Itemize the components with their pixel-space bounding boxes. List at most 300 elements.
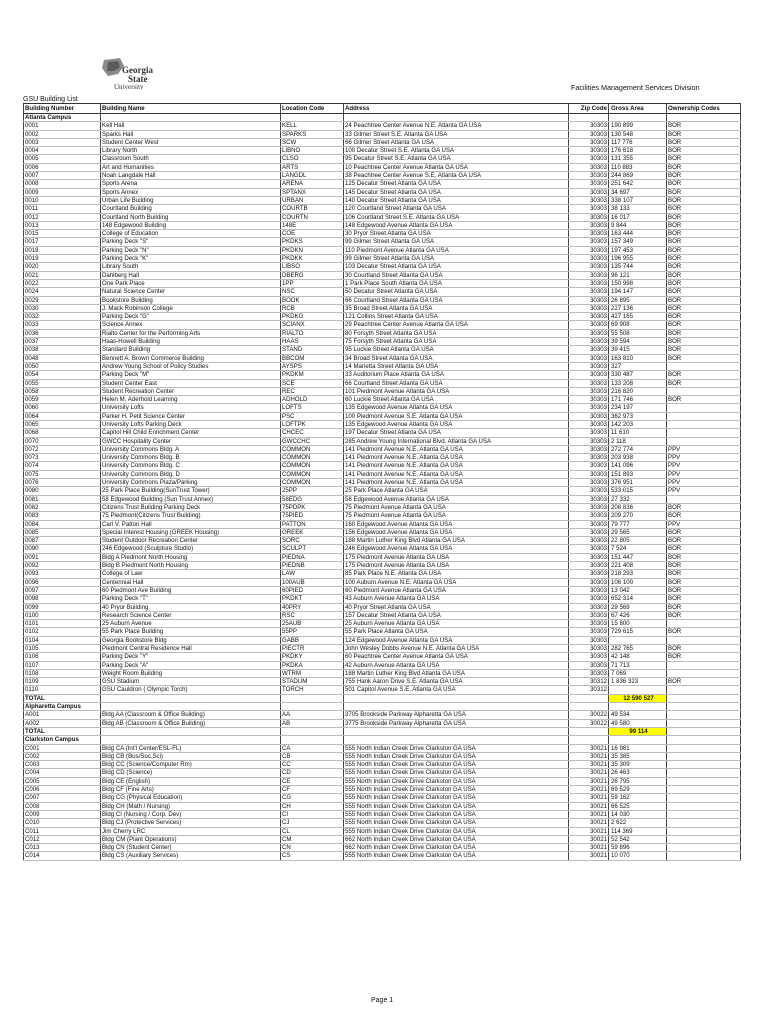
table-row xyxy=(24,205,741,213)
table-cell: 30312 xyxy=(569,678,609,686)
table-cell: 163 810 xyxy=(609,354,667,362)
table-cell: CB xyxy=(281,752,344,760)
table-cell: 101 Piedmont Avenue Atlanta GA USA xyxy=(344,387,569,395)
table-cell: 0106 xyxy=(24,653,101,661)
table-cell: 59 896 xyxy=(609,844,667,852)
table-row xyxy=(24,246,741,254)
table-row xyxy=(24,379,741,387)
table-cell: 0070 xyxy=(24,437,101,445)
table-cell: 71 713 xyxy=(609,661,667,669)
table-cell: BOR xyxy=(667,396,741,404)
empty-cell xyxy=(569,727,609,735)
table-cell: Classroom South xyxy=(101,155,281,163)
table-row xyxy=(24,786,741,794)
table-row xyxy=(24,180,741,188)
table-row xyxy=(24,321,741,329)
empty-cell xyxy=(344,703,569,711)
table-cell xyxy=(667,777,741,785)
table-cell: BOR xyxy=(667,512,741,520)
table-cell: 30303 xyxy=(569,611,609,619)
table-cell: BOR xyxy=(667,271,741,279)
table-cell: BOR xyxy=(667,213,741,221)
table-cell: 25 Auburn Avenue Atlanta GA USA xyxy=(344,620,569,628)
table-row xyxy=(24,827,741,835)
table-cell: 30303 xyxy=(569,379,609,387)
table-cell: John Wesley Dobbs Avenue N.E. Atlanta GA USA xyxy=(344,645,569,653)
table-cell: RSC xyxy=(281,611,344,619)
table-cell: 30303 xyxy=(569,172,609,180)
table-cell: 69 908 xyxy=(609,321,667,329)
table-cell: C011 xyxy=(24,827,101,835)
table-cell: CN xyxy=(281,844,344,852)
table-cell: 0090 xyxy=(24,545,101,553)
table-cell: 30021 xyxy=(569,761,609,769)
table-cell: PSC xyxy=(281,412,344,420)
table-cell: PKDKY xyxy=(281,653,344,661)
table-cell: 25AUB xyxy=(281,620,344,628)
table-cell: Research Science Center xyxy=(101,611,281,619)
table-cell: 30303 xyxy=(569,520,609,528)
table-row xyxy=(24,396,741,404)
table-cell: 29 569 xyxy=(609,603,667,611)
table-cell: 99 Gilmer Street Atlanta GA USA xyxy=(344,255,569,263)
table-cell: 30303 xyxy=(569,279,609,287)
table-cell: 39 415 xyxy=(609,346,667,354)
table-cell: 0054 xyxy=(24,371,101,379)
table-cell: 30303 xyxy=(569,329,609,337)
table-cell: 67 426 xyxy=(609,611,667,619)
table-cell: 30303 xyxy=(569,196,609,204)
table-row xyxy=(24,810,741,818)
table-cell: 35 309 xyxy=(609,761,667,769)
table-cell: BOR xyxy=(667,628,741,636)
table-cell xyxy=(667,620,741,628)
table-cell: BOR xyxy=(667,238,741,246)
table-cell: Bldg CG (Physical Education) xyxy=(101,794,281,802)
table-cell: 30303 xyxy=(569,578,609,586)
table-cell: 34 Broad Street Atlanta GA USA xyxy=(344,354,569,362)
table-cell: 0050 xyxy=(24,362,101,370)
table-row xyxy=(24,586,741,594)
table-cell: 30303 xyxy=(569,545,609,553)
table-cell: A001 xyxy=(24,711,101,719)
table-cell: 75PDPK xyxy=(281,503,344,511)
table-cell: C009 xyxy=(24,810,101,818)
table-cell: 2 622 xyxy=(609,819,667,827)
table-cell: 75 Piedmont Avenue Atlanta GA USA xyxy=(344,503,569,511)
table-cell: 30303 xyxy=(569,246,609,254)
table-cell: PKDKA xyxy=(281,661,344,669)
table-cell: 11 610 xyxy=(609,429,667,437)
table-cell: University Commons Bldg. A xyxy=(101,445,281,453)
table-cell: 2 118 xyxy=(609,437,667,445)
table-cell: 30303 xyxy=(569,180,609,188)
svg-text:State: State xyxy=(128,74,148,84)
table-cell: 0018 xyxy=(24,246,101,254)
table-cell: BOR xyxy=(667,279,741,287)
table-cell: University Commons Bldg. C xyxy=(101,462,281,470)
table-cell: Student Recreation Center xyxy=(101,387,281,395)
table-cell: 0093 xyxy=(24,570,101,578)
table-cell xyxy=(667,835,741,843)
table-cell xyxy=(667,404,741,412)
table-cell: Sparks Hall xyxy=(101,130,281,138)
table-cell: 52 542 xyxy=(609,835,667,843)
table-cell: BOR xyxy=(667,263,741,271)
table-cell: 141 Piedmont Avenue N.E. Atlanta GA USA xyxy=(344,454,569,462)
table-cell: COE xyxy=(281,230,344,238)
table-cell: 30303 xyxy=(569,669,609,677)
table-row xyxy=(24,844,741,852)
table-cell: 106 Courtland Street S.E. Atlanta GA USA xyxy=(344,213,569,221)
table-cell: LOFTPK xyxy=(281,420,344,428)
empty-cell xyxy=(101,703,281,711)
table-cell: 0029 xyxy=(24,296,101,304)
empty-cell xyxy=(101,694,281,702)
table-cell: Bldg CH (Math / Nursing) xyxy=(101,802,281,810)
table-cell: 30021 xyxy=(569,744,609,752)
table-cell xyxy=(609,686,667,694)
table-cell: 30 Pryor Street Atlanta GA USA xyxy=(344,230,569,238)
empty-cell xyxy=(667,727,741,735)
table-cell: 652 314 xyxy=(609,595,667,603)
empty-cell xyxy=(667,694,741,702)
table-cell: Urban Life Building xyxy=(101,196,281,204)
table-cell: 0007 xyxy=(24,172,101,180)
table-row xyxy=(24,188,741,196)
table-cell: C005 xyxy=(24,777,101,785)
table-cell: Courtland North Building xyxy=(101,213,281,221)
table-cell: 0064 xyxy=(24,412,101,420)
table-row xyxy=(24,802,741,810)
building-table xyxy=(23,103,741,861)
table-cell: 0092 xyxy=(24,562,101,570)
table-row xyxy=(24,636,741,644)
table-cell: CL xyxy=(281,827,344,835)
table-cell: 95 Luckie Street Atlanta GA USA xyxy=(344,346,569,354)
table-cell: Art and Humanities xyxy=(101,163,281,171)
column-header: Address xyxy=(344,104,569,114)
table-row xyxy=(24,271,741,279)
table-cell: 85 Park Place N.E. Atlanta GA USA xyxy=(344,570,569,578)
table-cell: 163 444 xyxy=(609,230,667,238)
table-row xyxy=(24,313,741,321)
table-cell: Capitol Hill Child Enrichment Center xyxy=(101,429,281,437)
table-cell: 272 774 xyxy=(609,445,667,453)
table-cell: SCIANX xyxy=(281,321,344,329)
table-cell: 59 162 xyxy=(609,794,667,802)
table-cell: 1 836 323 xyxy=(609,678,667,686)
table-cell: GWCCHC xyxy=(281,437,344,445)
table-cell: 188 Martin Luther King Blvd Atlanta GA USA xyxy=(344,669,569,677)
table-cell: Bldg AA (Classroom & Office Building) xyxy=(101,711,281,719)
table-cell: 38 Peachtree Center Avenue S.E. Atlanta GA USA xyxy=(344,172,569,180)
table-cell: HAAS xyxy=(281,338,344,346)
table-cell: 209 270 xyxy=(609,512,667,520)
table-cell: 121 Collins Street Atlanta GA USA xyxy=(344,313,569,321)
table-cell: 0058 xyxy=(24,387,101,395)
table-cell: RIALTO xyxy=(281,329,344,337)
table-cell: 30303 xyxy=(569,454,609,462)
table-cell: 30303 xyxy=(569,387,609,395)
column-header: Zip Code xyxy=(569,104,609,114)
table-cell: CC xyxy=(281,761,344,769)
table-cell: 60 Piedmont Ave Building xyxy=(101,586,281,594)
table-cell: WTRM xyxy=(281,669,344,677)
table-cell: 30021 xyxy=(569,752,609,760)
table-cell xyxy=(667,437,741,445)
table-cell: 30303 xyxy=(569,362,609,370)
table-cell: 30022 xyxy=(569,719,609,727)
table-cell: 244 869 xyxy=(609,172,667,180)
table-cell: 9 844 xyxy=(609,221,667,229)
table-cell: SORC xyxy=(281,537,344,545)
table-cell: 55 508 xyxy=(609,329,667,337)
table-cell: 0082 xyxy=(24,503,101,511)
table-cell: 196 955 xyxy=(609,255,667,263)
table-cell: Library North xyxy=(101,147,281,155)
table-cell: 130 548 xyxy=(609,130,667,138)
table-cell: 99 Gilmer Street Atlanta GA USA xyxy=(344,238,569,246)
empty-cell xyxy=(344,727,569,735)
table-cell: C004 xyxy=(24,769,101,777)
column-header: Building Name xyxy=(101,104,281,114)
table-cell: Bldg CM (Plant Operations) xyxy=(101,835,281,843)
table-cell: 0036 xyxy=(24,329,101,337)
table-cell: BOR xyxy=(667,611,741,619)
table-cell: Bldg CN (Student Center) xyxy=(101,844,281,852)
table-cell: 175 Piedmont Avenue Atlanta GA USA xyxy=(344,553,569,561)
table-cell: BOR xyxy=(667,172,741,180)
table-cell: 30021 xyxy=(569,819,609,827)
table-cell: Sports Annex xyxy=(101,188,281,196)
table-cell: PPV xyxy=(667,479,741,487)
table-cell: 24 Peachtree Center Avenue N.E. Atlanta GA USA xyxy=(344,122,569,130)
table-cell: 251 642 xyxy=(609,180,667,188)
table-cell: 533 015 xyxy=(609,487,667,495)
table-row xyxy=(24,769,741,777)
table-cell: Library South xyxy=(101,263,281,271)
table-cell: 16 981 xyxy=(609,744,667,752)
table-cell: Parking Deck "A" xyxy=(101,661,281,669)
table-cell: 30303 xyxy=(569,636,609,644)
table-cell: 30303 xyxy=(569,645,609,653)
table-cell: 30303 xyxy=(569,487,609,495)
table-cell: 30312 xyxy=(569,686,609,694)
table-cell: GWCC Hospitality Center xyxy=(101,437,281,445)
table-cell: 10 070 xyxy=(609,852,667,860)
table-cell: 285 Andrew Young International Blvd. Atlanta GA USA xyxy=(344,437,569,445)
table-cell: 194 147 xyxy=(609,288,667,296)
table-cell: 0097 xyxy=(24,586,101,594)
table-cell: LIBNO xyxy=(281,147,344,155)
table-cell: 55 Park Place Building xyxy=(101,628,281,636)
table-cell: PIEDNA xyxy=(281,553,344,561)
table-cell: 30303 xyxy=(569,122,609,130)
table-cell: 0002 xyxy=(24,130,101,138)
table-cell: 662 North Indian Creek Drive Clarkston GA USA xyxy=(344,835,569,843)
table-cell: 133 208 xyxy=(609,379,667,387)
table-cell: 30021 xyxy=(569,810,609,818)
table-cell: PPV xyxy=(667,487,741,495)
table-cell: RCB xyxy=(281,304,344,312)
table-cell: 30303 xyxy=(569,396,609,404)
section-header-row xyxy=(24,736,741,744)
table-row xyxy=(24,263,741,271)
table-cell: Student Outdoor Recreation Center xyxy=(101,537,281,545)
table-cell: 15 800 xyxy=(609,620,667,628)
table-cell: C008 xyxy=(24,802,101,810)
table-cell: 30303 xyxy=(569,304,609,312)
table-cell: 327 xyxy=(609,362,667,370)
table-cell: 30303 xyxy=(569,586,609,594)
table-cell: SCULPT xyxy=(281,545,344,553)
table-cell: Carl V. Patton Hall xyxy=(101,520,281,528)
table-cell: 0032 xyxy=(24,313,101,321)
table-cell: 0021 xyxy=(24,271,101,279)
table-cell: BOR xyxy=(667,595,741,603)
total-row xyxy=(24,694,741,702)
table-cell: 0098 xyxy=(24,595,101,603)
table-cell: 0038 xyxy=(24,346,101,354)
table-cell: BOR xyxy=(667,570,741,578)
table-row xyxy=(24,163,741,171)
table-cell: 30021 xyxy=(569,802,609,810)
table-cell: C014 xyxy=(24,852,101,860)
table-cell: 729 615 xyxy=(609,628,667,636)
table-cell: 0059 xyxy=(24,396,101,404)
table-cell: 0110 xyxy=(24,686,101,694)
table-header xyxy=(24,104,741,114)
table-cell: 0024 xyxy=(24,288,101,296)
table-cell: 0076 xyxy=(24,479,101,487)
table-cell: Bldg CA (Int'l Center/ESL-FL) xyxy=(101,744,281,752)
table-cell: 110 883 xyxy=(609,163,667,171)
table-cell xyxy=(667,810,741,818)
table-row xyxy=(24,230,741,238)
table-cell: 0102 xyxy=(24,628,101,636)
table-cell: 13 042 xyxy=(609,586,667,594)
table-cell: 3705 Brookside Parkway Alpharetta GA USA xyxy=(344,711,569,719)
empty-cell xyxy=(569,114,609,122)
table-cell: BOR xyxy=(667,188,741,196)
table-cell: BOR xyxy=(667,528,741,536)
table-cell: BOR xyxy=(667,329,741,337)
table-cell xyxy=(667,802,741,810)
table-row xyxy=(24,819,741,827)
table-cell: BOR xyxy=(667,163,741,171)
table-cell: 190 899 xyxy=(609,122,667,130)
table-cell: Bldg CD (Science) xyxy=(101,769,281,777)
table-cell: C001 xyxy=(24,744,101,752)
section-header-row xyxy=(24,703,741,711)
table-cell xyxy=(667,744,741,752)
table-cell: J. Mack Robinson College xyxy=(101,304,281,312)
table-cell: 40 Pryor Building xyxy=(101,603,281,611)
table-cell: 26 795 xyxy=(609,777,667,785)
table-cell: 0109 xyxy=(24,678,101,686)
table-cell: 218 293 xyxy=(609,570,667,578)
table-cell: Bldg A Piedmont North Housing xyxy=(101,553,281,561)
table-cell: Weight Room Building xyxy=(101,669,281,677)
table-cell: BOR xyxy=(667,138,741,146)
table-cell: 141 Piedmont Avenue N.E. Atlanta GA USA xyxy=(344,479,569,487)
table-cell: Georgia Bookstore Bldg xyxy=(101,636,281,644)
table-cell: ADHOLD xyxy=(281,396,344,404)
table-cell: 0015 xyxy=(24,230,101,238)
table-cell: 555 North Indian Creek Drive Clarkston GA USA xyxy=(344,786,569,794)
table-cell: 376 951 xyxy=(609,479,667,487)
table-cell: 0001 xyxy=(24,122,101,130)
table-cell: 555 North Indian Creek Drive Clarkston GA USA xyxy=(344,794,569,802)
table-cell: 0072 xyxy=(24,445,101,453)
table-cell: 203 938 xyxy=(609,454,667,462)
table-cell: 176 618 xyxy=(609,147,667,155)
table-cell xyxy=(667,794,741,802)
table-cell: Dahlberg Hall xyxy=(101,271,281,279)
table-cell: Parking Deck "K" xyxy=(101,255,281,263)
empty-cell xyxy=(281,736,344,744)
table-cell: 49 534 xyxy=(609,711,667,719)
table-cell: 69 529 xyxy=(609,786,667,794)
table-cell: Bldg CS (Auxiliary Services) xyxy=(101,852,281,860)
table-cell: 157 349 xyxy=(609,238,667,246)
table-cell: Parking Deck "S" xyxy=(101,238,281,246)
table-cell: C003 xyxy=(24,761,101,769)
table-row xyxy=(24,420,741,428)
table-cell: C010 xyxy=(24,819,101,827)
table-cell: 0020 xyxy=(24,263,101,271)
table-cell: BOR xyxy=(667,155,741,163)
table-row xyxy=(24,454,741,462)
table-cell: 124 Edgewood Avenue Atlanta GA USA xyxy=(344,636,569,644)
table-cell: 30021 xyxy=(569,852,609,860)
table-cell: 30303 xyxy=(569,537,609,545)
table-cell: C012 xyxy=(24,835,101,843)
table-cell: Parking Deck "M" xyxy=(101,371,281,379)
table-cell: 141 Piedmont Avenue N.E. Atlanta GA USA xyxy=(344,462,569,470)
table-cell: Kell Hall xyxy=(101,122,281,130)
table-cell: 0101 xyxy=(24,620,101,628)
table-cell: 0055 xyxy=(24,379,101,387)
table-cell: 30021 xyxy=(569,777,609,785)
table-cell: 30303 xyxy=(569,528,609,536)
table-cell: 0037 xyxy=(24,338,101,346)
table-cell: 0104 xyxy=(24,636,101,644)
table-cell: 7 524 xyxy=(609,545,667,553)
table-cell: 171 746 xyxy=(609,396,667,404)
table-row xyxy=(24,537,741,545)
table-row xyxy=(24,545,741,553)
table-cell: 208 836 xyxy=(609,503,667,511)
table-cell: 142 203 xyxy=(609,420,667,428)
table-cell: 100AUB xyxy=(281,578,344,586)
table-cell: 216 820 xyxy=(609,387,667,395)
table-cell: PKDKM xyxy=(281,371,344,379)
table-cell: 135 744 xyxy=(609,263,667,271)
table-cell: 120 Courtland Street Atlanta GA USA xyxy=(344,205,569,213)
table-cell: 0074 xyxy=(24,462,101,470)
table-cell: 30303 xyxy=(569,346,609,354)
table-cell: Haas-Howell Building xyxy=(101,338,281,346)
table-cell: 148E xyxy=(281,221,344,229)
empty-cell xyxy=(667,703,741,711)
table-cell: 156 Edgewood Avenue Atlanta GA USA xyxy=(344,528,569,536)
table-row xyxy=(24,794,741,802)
table-cell: COMMON xyxy=(281,479,344,487)
table-cell: CJ xyxy=(281,819,344,827)
table-cell: Standard Building xyxy=(101,346,281,354)
